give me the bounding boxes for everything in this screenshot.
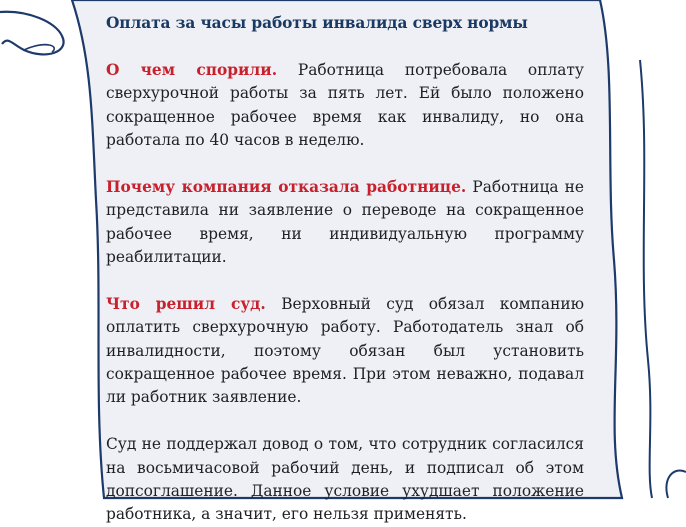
section-text: Работница не представила ни заявление о переводе на сокращенное рабочее время, ни индивидуальную программу реабилитации. (106, 177, 584, 267)
article (106, 12, 584, 527)
section-lead: О чем спорили. (106, 60, 278, 79)
section-lead: Что решил суд. (106, 294, 266, 313)
article-title: Оплата за часы работы инвалида сверх нормы (106, 14, 528, 32)
section-lead: Почему компания отказала работнице. (106, 177, 467, 196)
section-text: Суд не поддержал довод о том, что сотрудник согласился на восьмичасовой рабочий день, и подписал об этом допсоглашение. Данное условие ухудшает положение работника, а значит, его нельзя применять. (106, 435, 584, 524)
section-refusal (106, 176, 584, 270)
scroll-edge-right (640, 60, 652, 498)
section-conclusion (106, 433, 584, 527)
section-decision (106, 293, 584, 410)
scroll-curl-bottom (666, 470, 686, 498)
section-text: Работница потребовала оплату сверхурочной работы за пять лет. Ей было положено сокращенное рабочее время как инвалиду, но она работала по 40 часов в неделю. (106, 60, 584, 150)
section-text: Верховный суд обязал компанию оплатить сверхурочную работу. Работодатель знал об инвалидности, поэтому обязан был установить сокращенное рабочее время. При этом неважно, подавал ли работник заявление. (106, 294, 584, 407)
section-dispute (106, 59, 584, 153)
